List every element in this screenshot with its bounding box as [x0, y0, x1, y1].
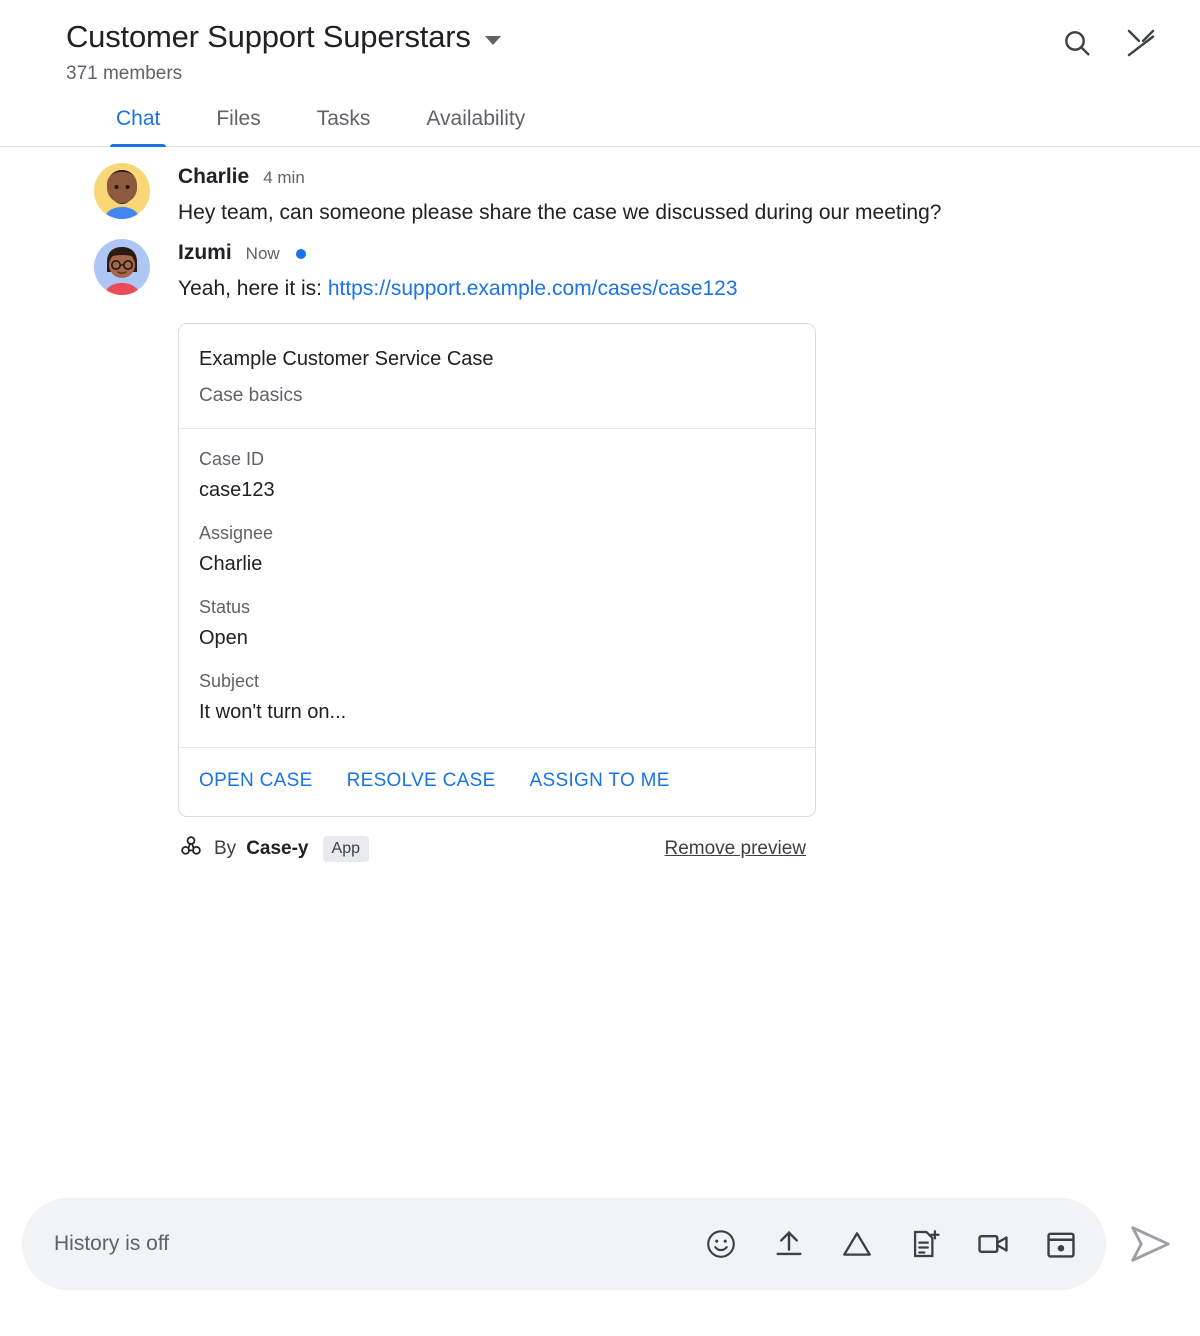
- app-name: Case-y: [246, 837, 309, 859]
- message-sender: Izumi: [178, 241, 232, 264]
- page-title: Customer Support Superstars: [66, 19, 471, 54]
- tab-availability[interactable]: Availability: [426, 107, 526, 130]
- tab-tasks[interactable]: Tasks: [316, 107, 371, 130]
- card-subtitle: Case basics: [199, 385, 303, 406]
- by-label: By: [214, 837, 237, 859]
- case-preview-card: [178, 323, 816, 817]
- webhook-icon: [178, 833, 204, 864]
- message-timestamp: Now: [245, 244, 280, 263]
- message-input[interactable]: History is off: [54, 1232, 170, 1255]
- card-actions: [179, 748, 815, 816]
- card-attribution: [178, 833, 816, 864]
- message-sender: Charlie: [178, 165, 250, 188]
- message-text: Hey team, can someone please share the case we discussed during our meeting?: [178, 201, 942, 224]
- card-header: [179, 324, 815, 429]
- video-icon[interactable]: [976, 1227, 1010, 1261]
- header-row: [24, 18, 1176, 86]
- room-header: [0, 0, 1200, 86]
- assign-to-me-button[interactable]: ASSIGN TO ME: [529, 770, 670, 791]
- message-item: [24, 239, 1176, 864]
- message-timestamp: 4 min: [263, 168, 305, 187]
- member-count: 371 members: [66, 63, 183, 84]
- field-status: [199, 595, 795, 651]
- avatar[interactable]: [94, 163, 150, 219]
- calendar-icon[interactable]: [1044, 1227, 1078, 1261]
- message-text: [178, 273, 1068, 305]
- message-header: [178, 165, 1176, 189]
- field-label: Status: [199, 597, 251, 617]
- docs-icon[interactable]: [908, 1227, 942, 1261]
- field-value: Charlie: [199, 553, 263, 575]
- avatar[interactable]: [94, 239, 150, 295]
- tab-chat[interactable]: Chat: [88, 106, 188, 146]
- field-label: Case ID: [199, 449, 265, 469]
- chevron-down-icon[interactable]: [485, 36, 501, 45]
- field-case-id: [199, 447, 795, 503]
- composer-icons: [704, 1227, 1078, 1261]
- composer-area: [0, 1176, 1200, 1336]
- header-actions: [1060, 18, 1176, 60]
- resolve-case-button[interactable]: RESOLVE CASE: [346, 770, 496, 791]
- upload-icon[interactable]: [772, 1227, 806, 1261]
- field-subject: [199, 669, 795, 725]
- tab-files[interactable]: Files: [216, 107, 261, 130]
- app-attribution-group: [178, 833, 369, 864]
- room-title-block: [24, 18, 501, 86]
- card-title: Example Customer Service Case: [199, 348, 494, 370]
- field-assignee: [199, 521, 795, 577]
- app-badge: App: [323, 836, 369, 862]
- message-body: [178, 239, 1176, 864]
- open-case-button[interactable]: OPEN CASE: [199, 770, 313, 791]
- search-icon[interactable]: [1060, 26, 1094, 60]
- drive-icon[interactable]: [840, 1227, 874, 1261]
- unread-indicator-icon: [296, 249, 306, 259]
- field-value: case123: [199, 479, 275, 501]
- field-value: It won't turn on...: [199, 701, 347, 723]
- collapse-icon[interactable]: [1124, 26, 1158, 60]
- message-body: [178, 163, 1176, 229]
- card-body: [179, 429, 815, 748]
- tab-bar: [0, 86, 1200, 147]
- emoji-icon[interactable]: [704, 1227, 738, 1261]
- send-icon[interactable]: [1122, 1216, 1178, 1272]
- message-composer[interactable]: [22, 1198, 1106, 1290]
- field-label: Assignee: [199, 523, 274, 543]
- message-item: [24, 163, 1176, 229]
- message-header: [178, 241, 1176, 265]
- message-text-prefix: Yeah, here it is:: [178, 277, 328, 300]
- message-list: [0, 147, 1200, 1176]
- field-label: Subject: [199, 671, 260, 691]
- case-link[interactable]: https://support.example.com/cases/case123: [327, 277, 738, 300]
- room-title-line: [24, 18, 501, 56]
- field-value: Open: [199, 627, 248, 649]
- remove-preview-button[interactable]: Remove preview: [664, 837, 806, 859]
